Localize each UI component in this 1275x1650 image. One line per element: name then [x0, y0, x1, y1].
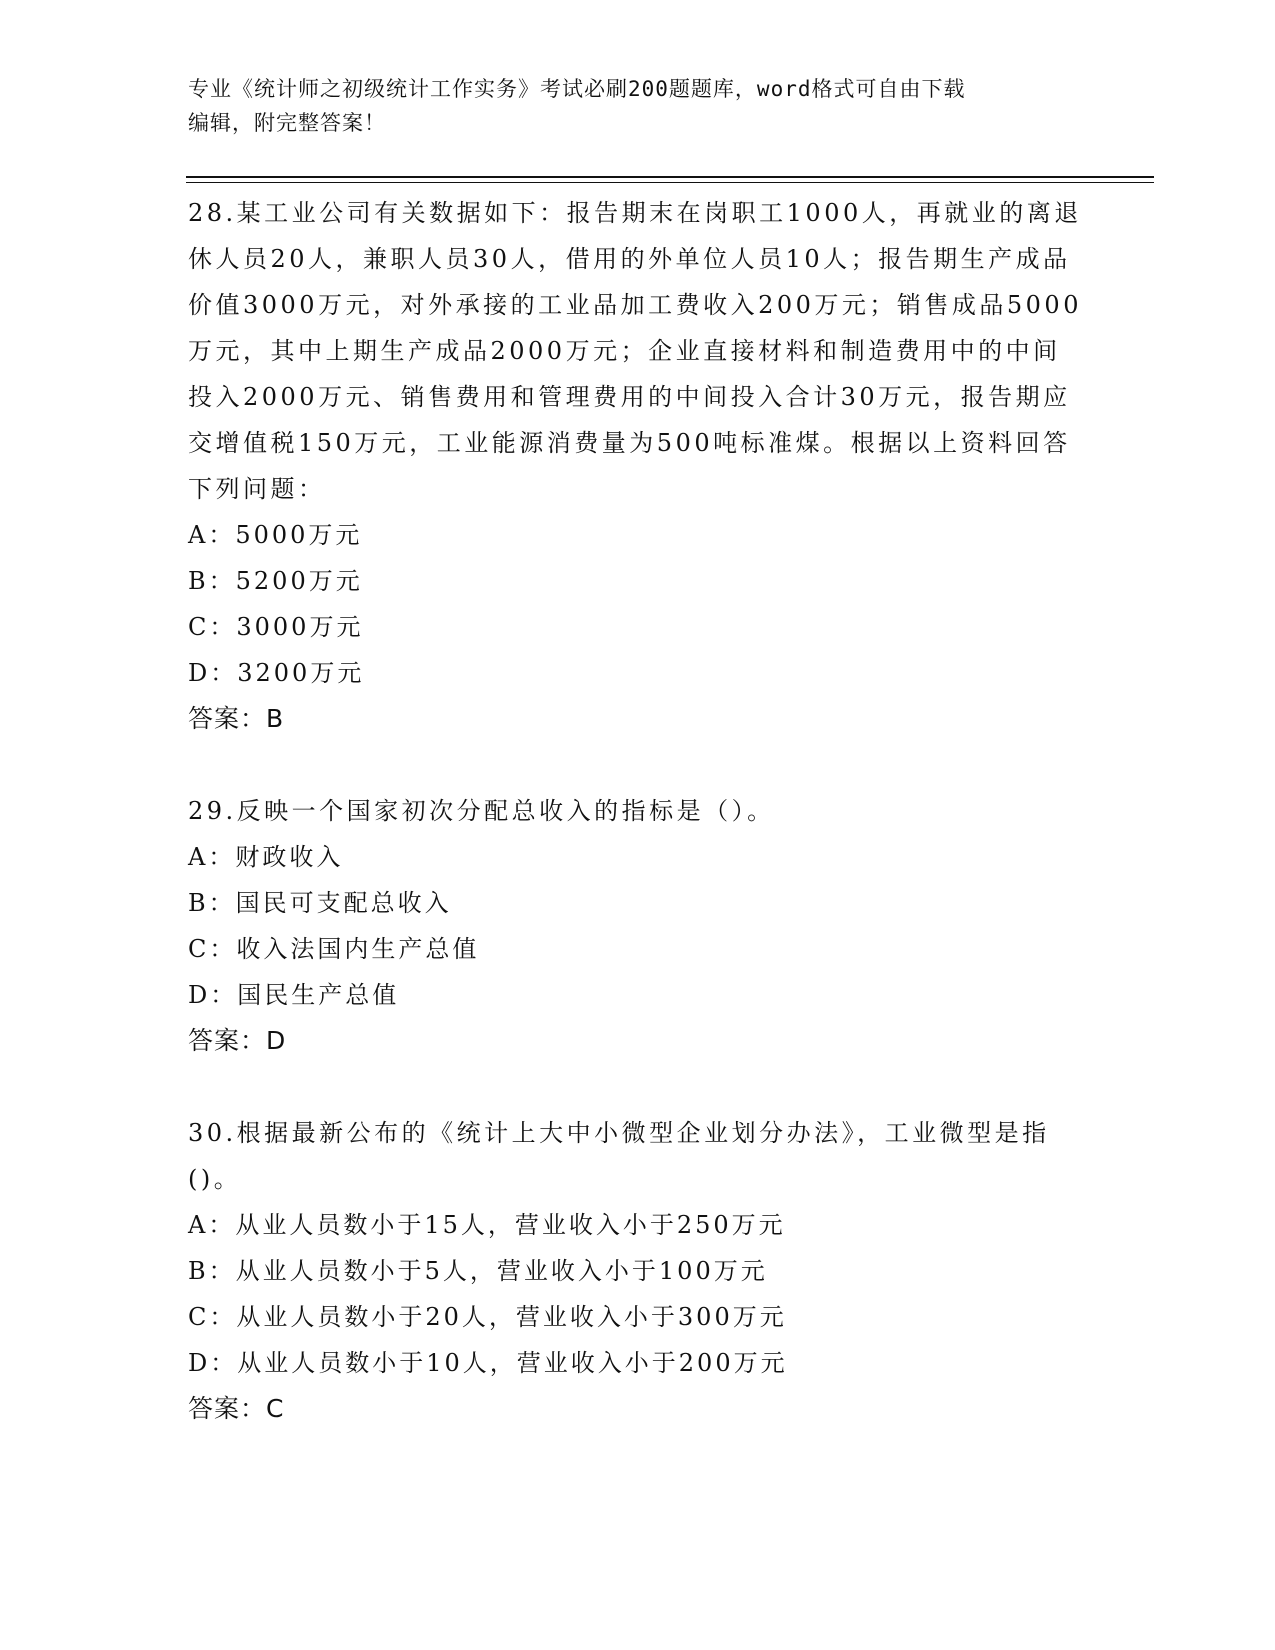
option-b: B：从业人员数小于5人，营业收入小于100万元	[188, 1257, 768, 1285]
document-header	[188, 72, 1088, 140]
option-c: C：从业人员数小于20人，营业收入小于300万元	[188, 1303, 787, 1331]
answer-label: 答案：C	[188, 1394, 285, 1423]
question-28	[188, 190, 1088, 742]
header-rule-thin	[186, 182, 1154, 183]
question-text: 28.某工业公司有关数据如下：报告期末在岗职工1000人，再就业的离退休人员20人，兼职人员30人，借用的外单位人员10人；报告期生产成品价值3000万元，对外承接的工业品加工费收入200万元；销售成品5000万元，其中上期生产成品2000万元；企业直接材料和制造费用中的中间投入2000万元、销售费用和管理费用的中间投入合计30万元，报告期应交增值税150万元，工业能源消费量为500吨标准煤。根据以上资料回答下列问题：	[188, 199, 1082, 503]
answer-label: 答案：D	[188, 1026, 287, 1055]
header-rule-thick	[186, 176, 1154, 178]
option-b: B：国民可支配总收入	[188, 889, 452, 917]
option-c: C：3000万元	[188, 613, 364, 641]
question-text: 30.根据最新公布的《统计上大中小微型企业划分办法》，工业微型是指()。	[188, 1119, 1050, 1193]
option-b: B：5200万元	[188, 567, 363, 595]
question-29	[188, 788, 1088, 1064]
answer-label: 答案：B	[188, 704, 285, 733]
question-30	[188, 1110, 1088, 1432]
option-d: D：3200万元	[188, 659, 365, 687]
option-a: A：5000万元	[188, 521, 363, 549]
header-line-1: 专业《统计师之初级统计工作实务》考试必刷200题题库，word格式可自由下载	[188, 77, 966, 101]
option-a: A：从业人员数小于15人，营业收入小于250万元	[188, 1211, 786, 1239]
question-text: 29.反映一个国家初次分配总收入的指标是（）。	[188, 797, 775, 825]
question-list	[188, 190, 1088, 1478]
option-a: A：财政收入	[188, 843, 344, 871]
option-d: D：从业人员数小于10人，营业收入小于200万元	[188, 1349, 788, 1377]
header-line-2: 编辑，附完整答案！	[188, 111, 386, 135]
option-c: C：收入法国内生产总值	[188, 935, 480, 963]
option-d: D：国民生产总值	[188, 981, 400, 1009]
